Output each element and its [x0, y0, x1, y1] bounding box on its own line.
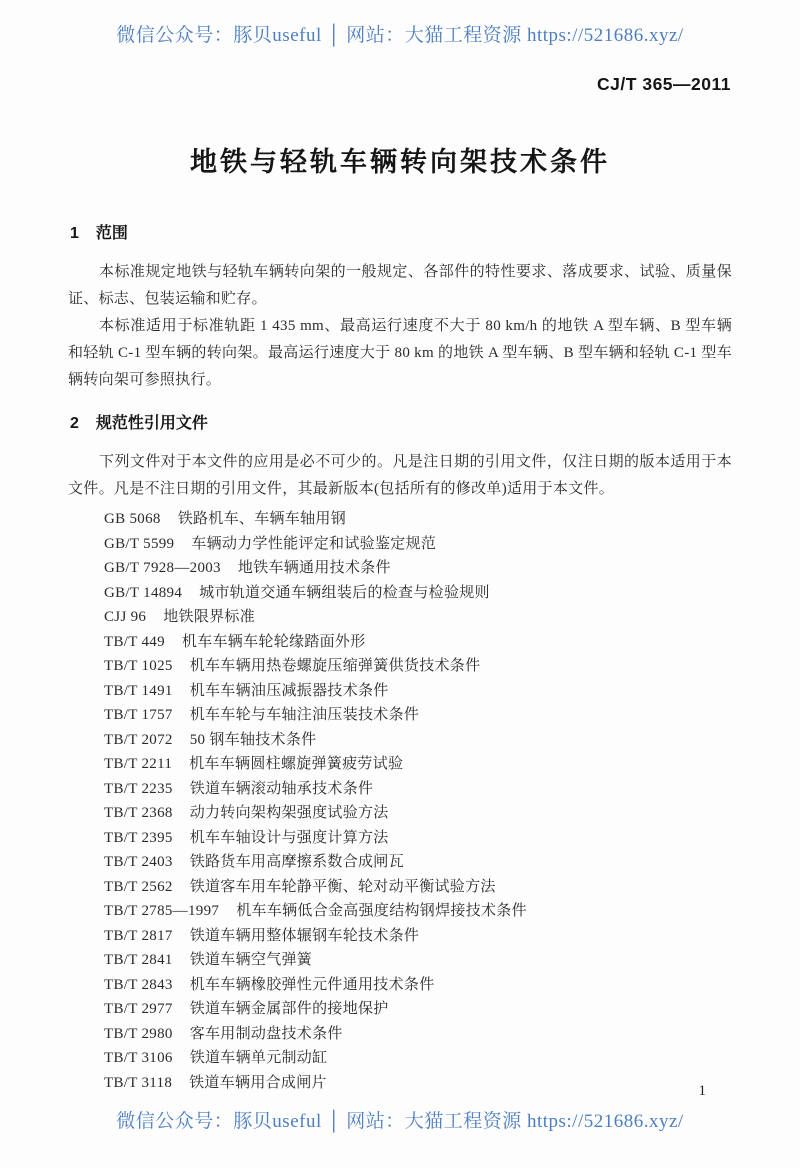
reference-title: 动力转向架构架强度试验方法 — [189, 805, 389, 821]
reference-item — [104, 556, 744, 581]
section-2-number: 2 — [70, 415, 79, 432]
section-1-number: 1 — [70, 225, 79, 242]
reference-code: TB/T 3118 — [104, 1074, 173, 1091]
reference-item — [104, 924, 744, 949]
reference-item — [104, 752, 744, 777]
standard-code: CJ/T 365—2011 — [597, 74, 731, 94]
reference-item — [104, 605, 744, 630]
section-2-heading-text: 规范性引用文件 — [95, 415, 208, 432]
reference-title: 机车车辆圆柱螺旋弹簧疲劳试验 — [189, 756, 404, 772]
watermark-bottom: 微信公众号：豚贝useful │ 网站：大猫工程资源 https://521686.xyz/ — [116, 1111, 684, 1132]
reference-code: TB/T 2785—1997 — [104, 903, 220, 919]
reference-code: TB/T 2843 — [104, 976, 173, 993]
reference-code: TB/T 2980 — [104, 1025, 173, 1042]
reference-title: 机车车辆车轮轮缘踏面外形 — [181, 633, 366, 650]
section-1-paragraph-1: 本标准规定地铁与轻轨车辆转向架的一般规定、各部件的特性要求、落成要求、试验、质量保证、标志、包装运输和贮存。 — [68, 264, 732, 307]
reference-code: TB/T 2841 — [104, 952, 173, 968]
reference-code: TB/T 1757 — [104, 707, 173, 723]
reference-list — [104, 507, 744, 1095]
reference-title: 机车车轴设计与强度计算方法 — [189, 829, 389, 846]
reference-title: 机车车辆低合金高强度结构钢焊接技术条件 — [236, 903, 527, 919]
reference-code: TB/T 2977 — [104, 1001, 173, 1017]
reference-item — [104, 728, 744, 753]
reference-code: TB/T 1491 — [104, 682, 173, 699]
reference-code: TB/T 2562 — [104, 878, 173, 895]
reference-title: 机车车轮与车轴注油压装技术条件 — [189, 707, 420, 723]
reference-item — [104, 997, 744, 1022]
reference-code: TB/T 2817 — [104, 927, 173, 944]
reference-title: 铁道车辆空气弹簧 — [189, 952, 313, 968]
reference-title: 客车用制动盘技术条件 — [189, 1025, 343, 1042]
reference-code: CJJ 96 — [104, 609, 147, 625]
reference-item — [104, 703, 744, 728]
reference-title: 地铁限界标准 — [163, 609, 256, 625]
section-1-heading — [70, 220, 128, 243]
reference-title: 铁道客车用车轮静平衡、轮对动平衡试验方法 — [189, 878, 496, 895]
reference-title: 城市轨道交通车辆组装后的检查与检验规则 — [199, 584, 490, 601]
reference-title: 机车车辆橡胶弹性元件通用技术条件 — [189, 976, 435, 993]
reference-item — [104, 875, 744, 900]
reference-item — [104, 654, 744, 679]
reference-title: 铁道车辆单元制动缸 — [189, 1050, 328, 1066]
reference-title: 铁路机车、车辆车轴用钢 — [177, 511, 346, 527]
reference-item — [104, 532, 744, 557]
reference-item — [104, 850, 744, 875]
document-title: 地铁与轻轨车辆转向架技术条件 — [190, 147, 610, 177]
page-number: 1 — [698, 1083, 706, 1099]
reference-code: GB/T 5599 — [104, 535, 175, 552]
reference-code: TB/T 449 — [104, 633, 165, 650]
reference-item — [104, 679, 744, 704]
reference-item — [104, 826, 744, 851]
reference-code: GB 5068 — [104, 511, 161, 527]
reference-item — [104, 630, 744, 655]
reference-code: TB/T 1025 — [104, 658, 173, 674]
reference-item — [104, 581, 744, 606]
reference-title: 铁道车辆金属部件的接地保护 — [189, 1001, 389, 1017]
reference-item — [104, 1046, 744, 1071]
reference-title: 地铁车辆通用技术条件 — [237, 560, 391, 576]
reference-title: 车辆动力学性能评定和试验鉴定规范 — [191, 535, 437, 552]
reference-item — [104, 777, 744, 802]
reference-code: TB/T 2211 — [104, 756, 173, 772]
reference-code: TB/T 2403 — [104, 854, 173, 870]
reference-item — [104, 899, 744, 924]
section-2-paragraph-1: 下列文件对于本文件的应用是必不可少的。凡是注日期的引用文件，仅注日期的版本适用于本文件。凡是不注日期的引用文件，其最新版本(包括所有的修改单)适用于本文件。 — [68, 454, 732, 497]
section-2-heading — [70, 410, 208, 433]
reference-title: 机车车辆用热卷螺旋压缩弹簧供货技术条件 — [189, 658, 481, 674]
reference-item — [104, 973, 744, 998]
reference-title: 铁道车辆滚动轴承技术条件 — [189, 780, 374, 797]
section-1-paragraph-2: 本标准适用于标准轨距 1 435 mm、最高运行速度不大于 80 km/h 的地铁 A 型车辆、B 型车辆和轻轨 C-1 型车辆的转向架。最高运行速度大于 80 km 的地铁 A 型车辆、B 型车辆和轻轨 C-1 型车辆转向架可参照执行。 — [68, 318, 732, 388]
reference-item — [104, 1071, 744, 1096]
section-1-heading-text: 范围 — [95, 225, 128, 242]
reference-title: 铁道车辆用合成闸片 — [189, 1074, 327, 1091]
reference-code: TB/T 2395 — [104, 829, 173, 846]
reference-code: TB/T 3106 — [104, 1050, 173, 1066]
reference-code: TB/T 2235 — [104, 780, 173, 797]
reference-title: 50 钢车轴技术条件 — [189, 731, 317, 748]
watermark-top: 微信公众号：豚贝useful │ 网站：大猫工程资源 https://521686.xyz/ — [116, 25, 684, 46]
reference-title: 机车车辆油压减振器技术条件 — [189, 682, 389, 699]
reference-title: 铁道车辆用整体辗钢车轮技术条件 — [189, 927, 420, 944]
reference-item — [104, 507, 744, 532]
reference-code: TB/T 2072 — [104, 731, 173, 748]
reference-title: 铁路货车用高摩擦系数合成闸瓦 — [189, 854, 404, 870]
reference-code: GB/T 14894 — [104, 584, 183, 601]
reference-item — [104, 801, 744, 826]
reference-code: GB/T 7928—2003 — [104, 560, 221, 576]
reference-code: TB/T 2368 — [104, 805, 173, 821]
reference-item — [104, 948, 744, 973]
reference-item — [104, 1022, 744, 1047]
